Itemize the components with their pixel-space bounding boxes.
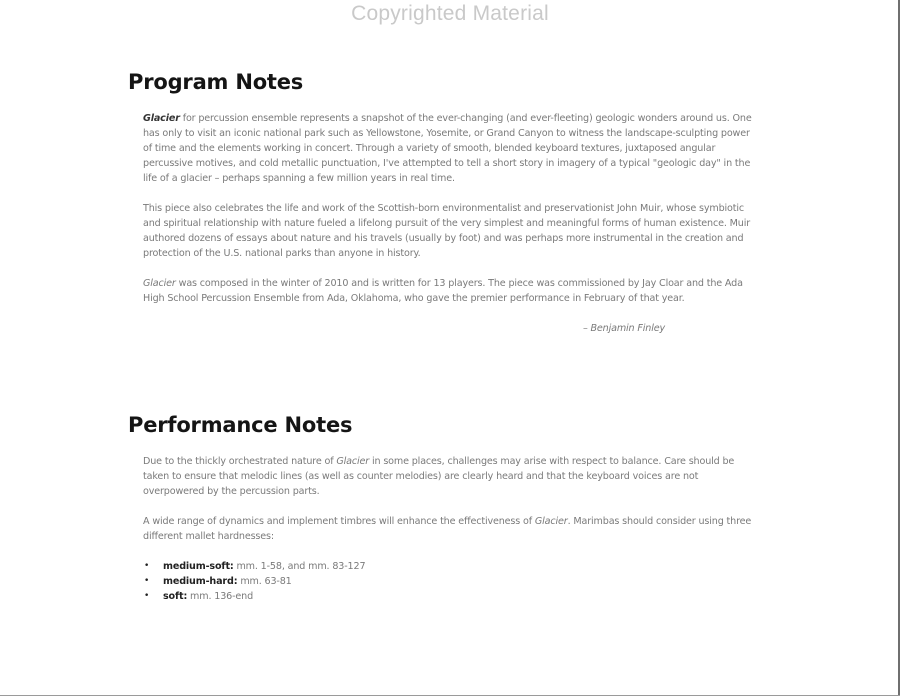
list-item-text: mm. 1-58, and mm. 83-127 bbox=[233, 561, 366, 572]
bullet-icon: • bbox=[144, 576, 150, 586]
work-title: Glacier bbox=[143, 278, 176, 289]
work-title: Glacier bbox=[336, 456, 370, 467]
work-title: Glacier bbox=[143, 113, 180, 124]
performance-notes-body bbox=[143, 454, 755, 604]
list-item bbox=[143, 589, 755, 604]
list-item-text: mm. 136-end bbox=[187, 591, 254, 602]
program-notes-paragraph-2 bbox=[143, 201, 755, 261]
paragraph-text: This piece also celebrates the life and work of the Scottish-born environmentalist and preservationist John Muir, whose symbiotic and spiritual relationship with nature fueled a lifelong pursuit of the very simplest and meaningful forms of human existence. Muir authored dozens of essays about nature and his travels (usually by foot) and was perhaps more instrumental in the creation and protection of the U.S. national parks than anyone in history. bbox=[143, 203, 751, 259]
program-notes-heading: Program Notes bbox=[128, 70, 304, 94]
paragraph-text: A wide range of dynamics and implement timbres will enhance the effectiveness of bbox=[143, 516, 535, 527]
program-notes-paragraph-3 bbox=[143, 276, 755, 306]
list-item-text: mm. 63-81 bbox=[237, 576, 292, 587]
program-notes-paragraph-1 bbox=[143, 111, 755, 186]
work-title: Glacier bbox=[534, 516, 568, 527]
bullet-icon: • bbox=[144, 591, 150, 601]
paragraph-text: in some places, challenges may arise with respect to balance. Care should be taken to ensure that melodic lines (as well as counter melodies) are clearly heard and that the keyboard voices are not overpowered by the percussion parts. bbox=[143, 456, 735, 497]
paragraph-text: . Marimbas should consider using three different mallet hardnesses: bbox=[143, 516, 752, 542]
paragraph-text: for percussion ensemble represents a snapshot of the ever-changing (and ever-fleeting) geologic wonders around us. One has only to visit an iconic national park such as Yellowstone, Yosemite, or Grand Canyon to witness the landscape-sculpting power of time and the elements working in concert. Through a variety of smooth, blended keyboard textures, juxtaposed angular percussive motives, and cold metallic punctuation, I've attempted to tell a short story in imagery of a typical "geologic day" in the life of a glacier – perhaps spanning a few million years in real time. bbox=[143, 113, 752, 184]
bullet-icon: • bbox=[144, 561, 150, 571]
performance-notes-paragraph-2 bbox=[143, 514, 755, 544]
list-item-label: medium-hard: bbox=[163, 576, 238, 587]
performance-notes-paragraph-1 bbox=[143, 454, 755, 499]
list-item bbox=[143, 559, 755, 574]
list-item-label: soft: bbox=[163, 591, 188, 602]
list-item bbox=[143, 574, 755, 589]
program-notes-body bbox=[143, 111, 755, 351]
copyright-watermark: Copyrighted Material bbox=[351, 2, 549, 25]
performance-notes-heading: Performance Notes bbox=[128, 413, 353, 437]
paragraph-text: was composed in the winter of 2010 and is written for 13 players. The piece was commissioned by Jay Cloar and the Ada High School Percussion Ensemble from Ada, Oklahoma, who gave the premier performance in February of that year. bbox=[143, 278, 743, 304]
list-item-label: medium-soft: bbox=[163, 561, 234, 572]
author-signature: – Benjamin Finley bbox=[582, 323, 665, 334]
paragraph-text: Due to the thickly orchestrated nature of bbox=[143, 456, 337, 467]
mallet-list bbox=[143, 559, 755, 604]
